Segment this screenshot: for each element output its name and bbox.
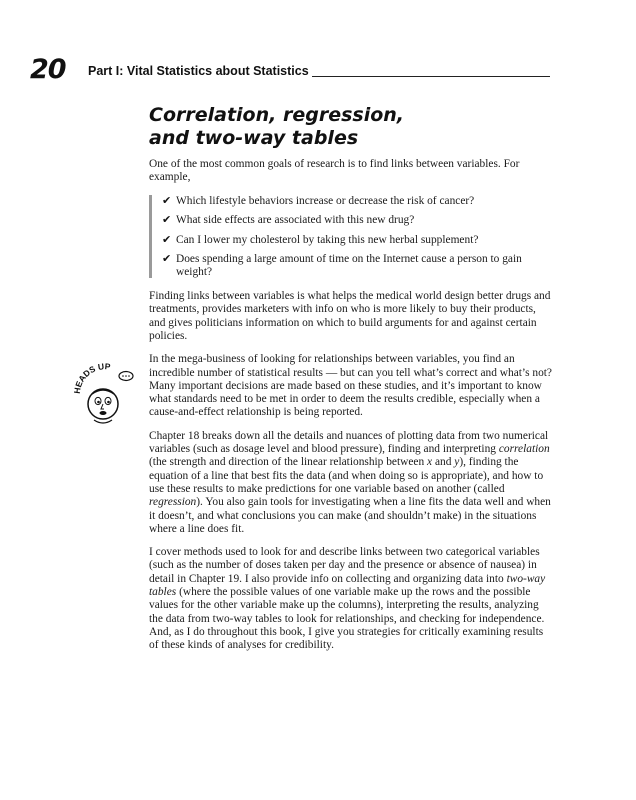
checkmark-icon: ✔ bbox=[162, 213, 172, 227]
list-item: ✔ What side effects are associated with this new drug? bbox=[162, 213, 415, 227]
list-item: ✔ Which lifestyle behaviors increase or decrease the risk of cancer? bbox=[162, 193, 475, 207]
section-title bbox=[149, 104, 553, 150]
list-item: ✔ Does spending a large amount of time on the Internet cause a person to gain weight? bbox=[162, 252, 522, 278]
checkmark-icon: ✔ bbox=[162, 232, 172, 246]
section-title-line-2: and two-way tables bbox=[149, 127, 359, 149]
paragraph-links: Finding links between variables is what helps the medical world design better drugs and treatments, provides marketers with info on who is more likely to buy their products, and gives politicians information on which to build arguments for and against certain policies. bbox=[149, 290, 551, 342]
heads-up-paragraph: In the mega-business of looking for relationships between variables, you find an incredible number of statistical results — but can you tell what’s correct and what’s not? Many important decisions are made based on these studies, and it’s important to know what standards need to be met in order to deem the results credible, especially when a cause-and-effect relationship is being reported. bbox=[149, 353, 552, 419]
header-rule bbox=[312, 76, 550, 77]
question-list bbox=[149, 195, 553, 279]
paragraph-chapter-18: Chapter 18 breaks down all the details and nuances of plotting data from two numerical variables (such as dosage level and blood pressure), finding and interpreting correlation (the strength and direction of the linear relationship between x and y), finding the equation of a line that best fits the data (and when doing so is appropriate), and how to use these results to make predictions for one variable based on another (called regression). You also gain tools for investigating when a line fits the data well and when it doesn’t, and what conclusions you can make (and shouldn’t make) in the situations where a line does fit. bbox=[149, 429, 551, 535]
main-content bbox=[149, 104, 553, 663]
paragraph-chapter-19: I cover methods used to look for and describe links between two categorical variables (such as the number of doses taken per day and the presence or absence of nausea) in detail in Chapter 19. I also provide info on collecting and organizing data into two-way tables (where the possible values of one variable make up the rows and the possible values for the other variable make up the columns), interpreting the results, analyzing the data from two-way tables to look for relationships, and checking for independence. And, as I do throughout this book, I give you strategies for critically examining results of these kinds of analyses for credibility. bbox=[149, 546, 546, 652]
running-head: Part I: Vital Statistics about Statistics bbox=[88, 64, 309, 78]
page-number: 20 bbox=[30, 54, 66, 85]
list-item: ✔ Can I lower my cholesterol by taking this new herbal supplement? bbox=[162, 232, 479, 246]
intro-paragraph: One of the most common goals of research is to find links between variables. For example, bbox=[149, 158, 520, 184]
section-title-line-1: Correlation, regression, bbox=[149, 104, 405, 126]
heads-up-icon-label: HEADS UP bbox=[71, 361, 111, 395]
heads-up-icon bbox=[70, 360, 140, 430]
checkmark-icon: ✔ bbox=[162, 252, 172, 266]
checkmark-icon: ✔ bbox=[162, 193, 172, 207]
